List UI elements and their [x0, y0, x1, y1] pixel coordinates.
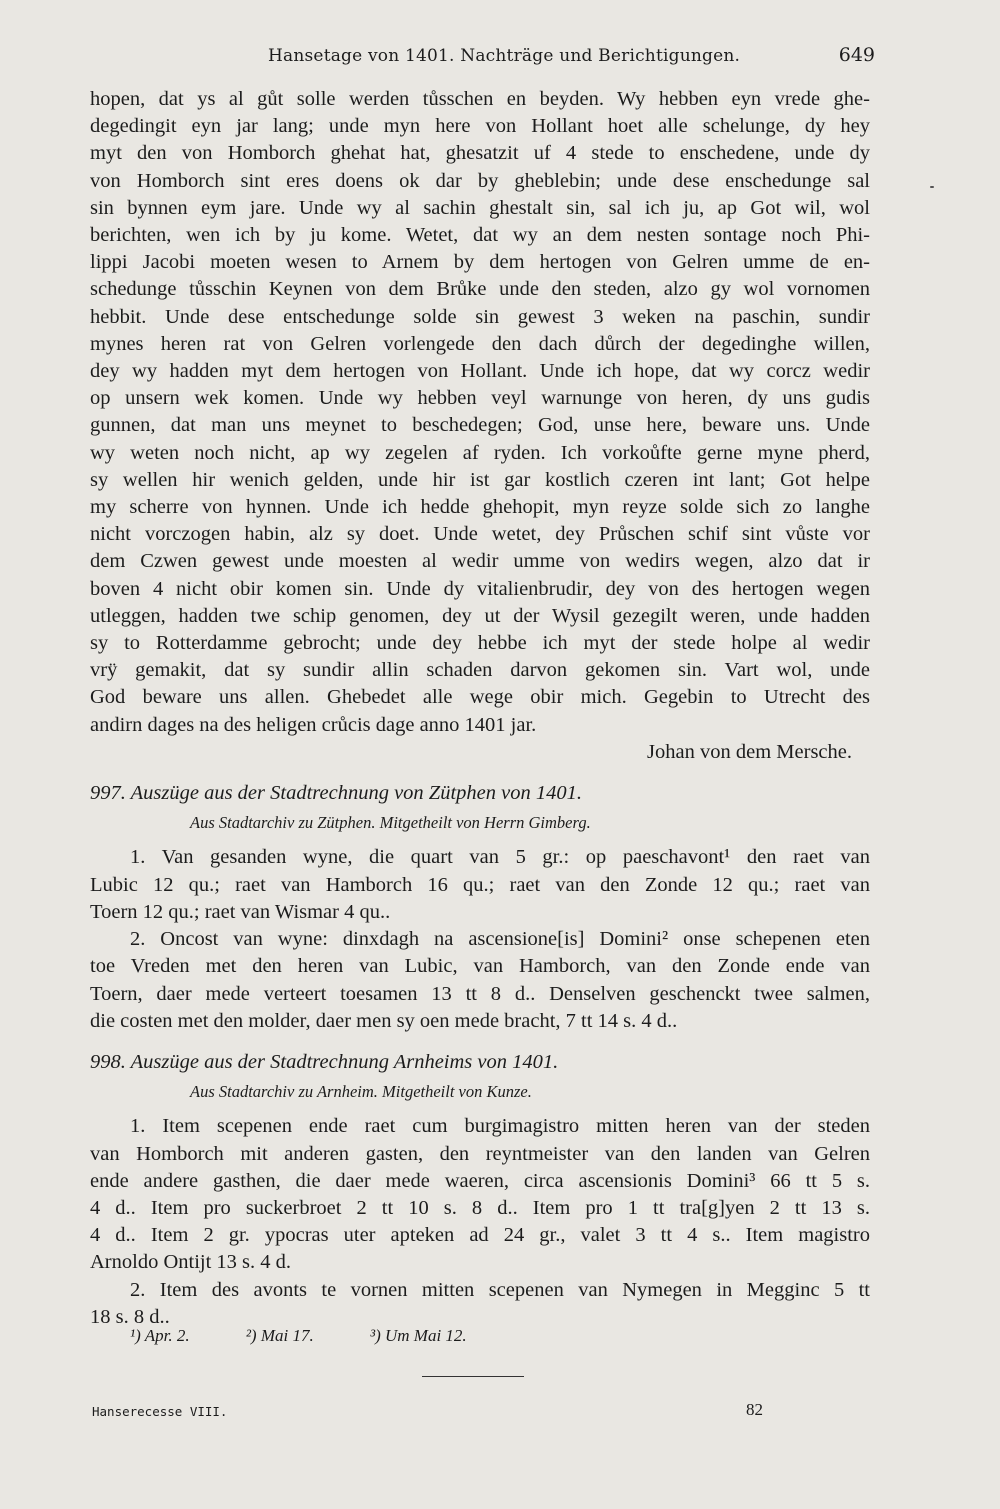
text-line: boven 4 nicht obir komen sin. Unde dy vitalienbrudir, dey von des hertogen wegen: [90, 577, 870, 600]
footer-sheet-number: 82: [746, 1400, 763, 1419]
text-line: 2. Item des avonts te vornen mitten scepenen van Nymegen in Megginc 5 tt: [130, 1278, 870, 1301]
text-line: 4 d.. Item pro suckerbroet 2 tt 10 s. 8 d.. Item pro 1 tt tra[g]yen 2 tt 13 s.: [90, 1196, 870, 1219]
text-line: gunnen, dat man uns meynet to beschedegen; God, unse here, beware uns. Unde: [90, 414, 870, 437]
text-line: hebbit. Unde dese entschedunge solde sin gewest 3 weken na paschin, sundir: [90, 305, 870, 328]
entry-heading: 998. Auszüge aus der Stadtrechnung Arnheims von 1401.: [90, 1050, 559, 1073]
entry-998: [90, 1049, 870, 1331]
text-line: Lubic 12 qu.; raet van Hamborch 16 qu.; raet van den Zonde 12 qu.; raet van: [90, 873, 870, 896]
text-line: van Homborch mit anderen gasten, den reyntmeister van den landen van Gelren: [90, 1142, 870, 1165]
footnote-2: ²) Mai 17.: [245, 1326, 314, 1345]
running-head: Hansetage von 1401. Nachträge und Berichtigungen.: [268, 46, 741, 66]
text-line: vrÿ gemakit, dat sy sundir allin schaden darvon gekomen sin. Vart wol, unde: [90, 659, 870, 682]
text-line: wy weten noch nicht, ap wy zegelen af ryden. Ich vorkoůfte gerne myne pherd,: [90, 441, 870, 464]
text-line: 18 s. 8 d..: [90, 1305, 170, 1328]
text-line: mynes heren rat von Gelren vorlengede den dach důrch der degedinghe willen,: [90, 332, 870, 355]
text-line: dem Czwen gewest unde moesten al wedir umme von wedirs wegen, alzo dat ir: [90, 550, 870, 573]
paper-speck: [930, 186, 934, 188]
text-line: Toern 12 qu.; raet van Wismar 4 qu..: [90, 900, 391, 923]
text-line: lippi Jacobi moeten wesen to Arnem by dem hertogen von Gelren umme de en-: [90, 251, 870, 274]
text-line: 1. Van gesanden wyne, die quart van 5 gr.: op paeschavont¹ den raet van: [130, 846, 870, 869]
text-line: sy to Rotterdamme gebrocht; unde dey hebbe ich myt der stede holpe al wedir: [90, 632, 870, 655]
text-line: von Homborch sint eres doens ok dar by gheblebin; unde dese enschedunge sal: [90, 169, 870, 192]
letter-signature: Johan von dem Mersche.: [647, 740, 852, 763]
text-line: 2. Oncost van wyne: dinxdagh na ascensione[is] Domini² onse schepenen eten: [130, 928, 870, 951]
letter-text: [90, 86, 870, 766]
text-line: schedunge tůsschin Keynen von dem Brůke unde den steden, alzo gy wol vornomen: [90, 278, 870, 301]
footnote-3: ³) Um Mai 12.: [369, 1326, 467, 1345]
text-line: andirn dages na des heligen crůcis dage anno 1401 jar.: [90, 713, 537, 736]
footer-signature-mark: Hanserecesse VIII.: [92, 1404, 228, 1419]
text-line: nicht vorczogen habin, alz sy doet. Unde wetet, dey Průschen schif sint vůste vor: [90, 523, 870, 546]
text-line: sy wellen hir wenich gelden, unde hir ist gar kostlich czeren int lant; Got helpe: [90, 468, 870, 491]
page-header: [90, 42, 875, 76]
text-line: die costen met den molder, daer men sy oen mede bracht, 7 tt 14 s. 4 d..: [90, 1009, 678, 1032]
text-line: dey wy hadden myt dem hertogen von Hollant. Unde ich hope, dat wy corcz wedir: [90, 360, 870, 383]
text-line: op unsern wek komen. Unde wy hebben veyl warnunge von heren, dy uns gudis: [90, 387, 870, 410]
entry-997: [90, 780, 870, 1035]
source-note: Aus Stadtarchiv zu Arnheim. Mitgetheilt von Kunze.: [190, 1082, 532, 1102]
page-number: 649: [838, 44, 875, 66]
footnote-1: ¹) Apr. 2.: [130, 1326, 190, 1345]
text-line: 4 d.. Item 2 gr. ypocras uter apteken ad 24 gr., valet 3 tt 4 s.. Item magistro: [90, 1224, 870, 1247]
text-line: 1. Item scepenen ende raet cum burgimagistro mitten heren van der steden: [130, 1115, 870, 1138]
source-note: Aus Stadtarchiv zu Zütphen. Mitgetheilt von Herrn Gimberg.: [190, 813, 591, 833]
text-line: myt den von Homborch ghehat hat, ghesatzit uf 4 stede to enschedene, unde dy: [90, 142, 870, 165]
text-line: God beware uns allen. Ghebedet alle wege obir mich. Gegebin to Utrecht des: [90, 686, 870, 709]
entry-heading: 997. Auszüge aus der Stadtrechnung von Zütphen von 1401.: [90, 782, 582, 805]
page-body: [90, 86, 870, 1331]
text-line: hopen, dat ys al gůt solle werden tůsschen en beyden. Wy hebben eyn vrede ghe-: [90, 88, 870, 110]
text-line: sin bynnen eym jare. Unde wy al sachin ghestalt sin, sal ich ju, ap Got wil, wol: [90, 196, 870, 219]
text-line: my scherre von hynnen. Unde ich hedde ghehopit, myn reyze solde sich zo langhe: [90, 496, 870, 519]
footer-rule: [422, 1376, 524, 1377]
text-line: Toern, daer mede verteert toesamen 13 tt 8 d.. Denselven geschenckt twee salmen,: [90, 982, 870, 1005]
text-line: Arnoldo Ontijt 13 s. 4 d.: [90, 1251, 292, 1274]
text-line: degedingit eyn jar lang; unde myn here von Hollant hoet alle schelunge, dy hey: [90, 115, 870, 138]
footnotes: [130, 1326, 730, 1346]
text-line: toe Vreden met den heren van Lubic, van Hamborch, van den Zonde ende van: [90, 955, 870, 978]
text-line: ende andere gasthen, die daer mede waeren, circa ascensionis Domini³ 66 tt 5 s.: [90, 1169, 870, 1192]
text-line: berichten, wen ich by ju kome. Wetet, dat wy an dem nesten sontage noch Phi-: [90, 224, 870, 247]
text-line: utleggen, hadden twe schip genomen, dey ut der Wysil gezegilt weren, unde hadden: [90, 604, 870, 627]
